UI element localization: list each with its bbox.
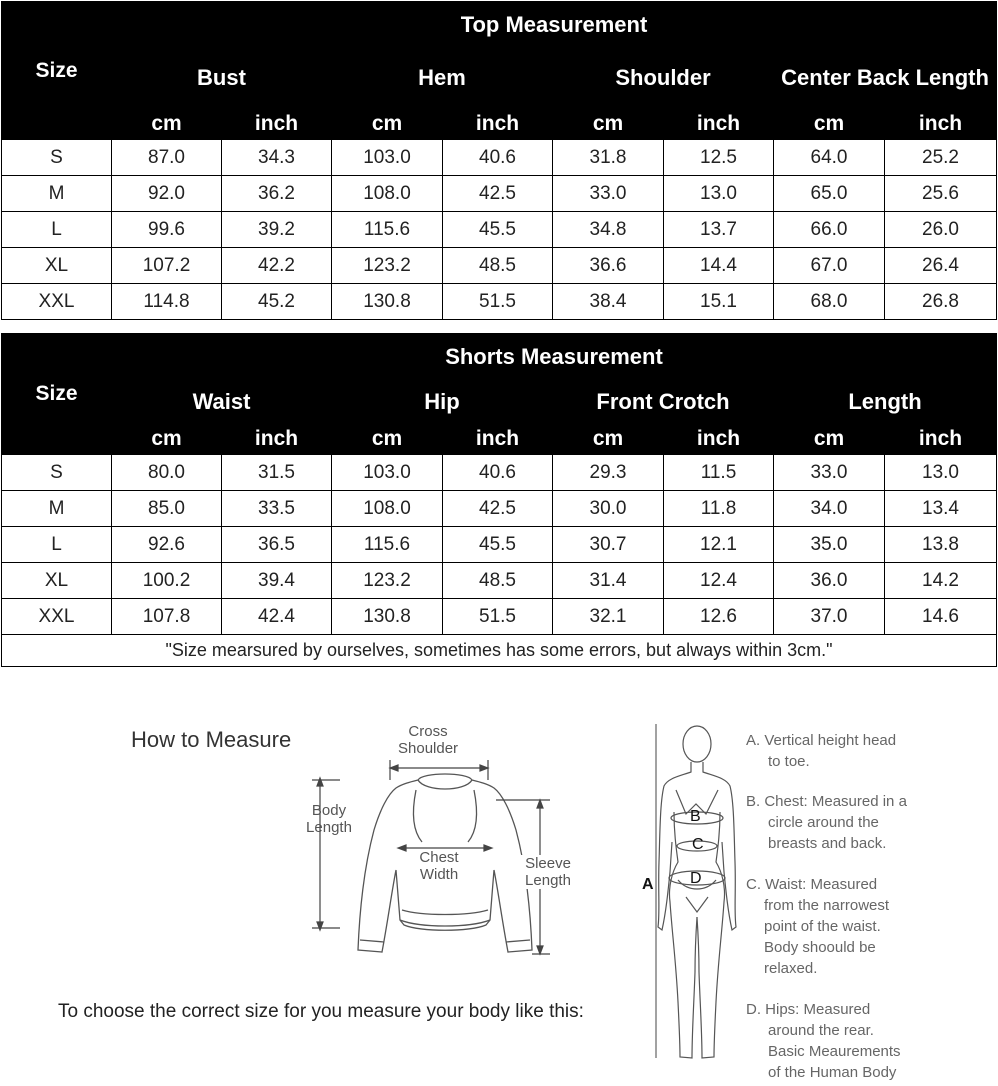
- value-cell: 48.5: [443, 248, 553, 284]
- figure-label-c: C: [692, 836, 704, 853]
- value-cell: 42.5: [443, 176, 553, 212]
- chest-width-label: Chest Width: [419, 849, 459, 883]
- table-row: [2, 284, 997, 320]
- value-cell: 12.5: [664, 140, 774, 176]
- table-row: [2, 176, 997, 212]
- value-cell: 42.4: [222, 599, 332, 635]
- value-cell: 12.4: [664, 563, 774, 599]
- size-cell: M: [2, 491, 112, 527]
- value-cell: 92.6: [112, 527, 222, 563]
- group-header-front-crotch: Front Crotch: [553, 380, 774, 424]
- value-cell: 14.2: [885, 563, 997, 599]
- unit-header: inch: [664, 109, 774, 140]
- value-cell: 45.2: [222, 284, 332, 320]
- value-cell: 108.0: [332, 491, 443, 527]
- value-cell: 12.6: [664, 599, 774, 635]
- value-cell: 25.2: [885, 140, 997, 176]
- value-cell: 67.0: [774, 248, 885, 284]
- value-cell: 103.0: [332, 455, 443, 491]
- group-header-hem: Hem: [332, 48, 553, 109]
- value-cell: 14.4: [664, 248, 774, 284]
- table-title: Shorts Measurement: [112, 334, 997, 380]
- shorts-measurement-table: [1, 333, 997, 667]
- value-cell: 51.5: [443, 599, 553, 635]
- top-measurement-table: [1, 1, 997, 320]
- value-cell: 15.1: [664, 284, 774, 320]
- value-cell: 29.3: [553, 455, 664, 491]
- unit-header: cm: [112, 424, 222, 455]
- value-cell: 115.6: [332, 212, 443, 248]
- unit-header: inch: [222, 109, 332, 140]
- group-header-length: Length: [774, 380, 997, 424]
- cross-shoulder-label: Cross Shoulder: [398, 723, 459, 757]
- value-cell: 33.5: [222, 491, 332, 527]
- value-cell: 36.5: [222, 527, 332, 563]
- group-header-center-back-length: Center Back Length: [774, 48, 997, 109]
- table-row: [2, 248, 997, 284]
- value-cell: 107.8: [112, 599, 222, 635]
- value-cell: 13.4: [885, 491, 997, 527]
- value-cell: 107.2: [112, 248, 222, 284]
- table-row: [2, 212, 997, 248]
- value-cell: 34.8: [553, 212, 664, 248]
- value-cell: 30.7: [553, 527, 664, 563]
- legend-a: A. Vertical height head to toe.: [746, 732, 897, 770]
- value-cell: 33.0: [553, 176, 664, 212]
- unit-header: cm: [774, 424, 885, 455]
- sleeve-length-label: Sleeve Length: [518, 855, 578, 889]
- value-cell: 13.8: [885, 527, 997, 563]
- value-cell: 38.4: [553, 284, 664, 320]
- value-cell: 85.0: [112, 491, 222, 527]
- group-header-waist: Waist: [112, 380, 332, 424]
- value-cell: 66.0: [774, 212, 885, 248]
- value-cell: 114.8: [112, 284, 222, 320]
- size-cell: XXL: [2, 599, 112, 635]
- value-cell: 92.0: [112, 176, 222, 212]
- size-header: Size: [2, 2, 112, 140]
- measurement-note: "Size mearsured by ourselves, sometimes has some errors, but always within 3cm.": [2, 635, 997, 667]
- table-row: [2, 140, 997, 176]
- table-row: [2, 491, 997, 527]
- size-cell: L: [2, 212, 112, 248]
- value-cell: 13.7: [664, 212, 774, 248]
- value-cell: 48.5: [443, 563, 553, 599]
- value-cell: 36.2: [222, 176, 332, 212]
- table-title: Top Measurement: [112, 2, 997, 48]
- value-cell: 65.0: [774, 176, 885, 212]
- value-cell: 42.5: [443, 491, 553, 527]
- table-row: [2, 455, 997, 491]
- value-cell: 30.0: [553, 491, 664, 527]
- value-cell: 26.4: [885, 248, 997, 284]
- table-row: [2, 599, 997, 635]
- value-cell: 31.8: [553, 140, 664, 176]
- unit-header: cm: [332, 424, 443, 455]
- unit-header: inch: [664, 424, 774, 455]
- value-cell: 99.6: [112, 212, 222, 248]
- value-cell: 36.6: [553, 248, 664, 284]
- unit-row: [2, 109, 997, 140]
- table-row: [2, 563, 997, 599]
- value-cell: 31.4: [553, 563, 664, 599]
- group-header-bust: Bust: [112, 48, 332, 109]
- size-cell: XL: [2, 248, 112, 284]
- value-cell: 45.5: [443, 527, 553, 563]
- value-cell: 36.0: [774, 563, 885, 599]
- value-cell: 64.0: [774, 140, 885, 176]
- value-cell: 123.2: [332, 248, 443, 284]
- value-cell: 11.5: [664, 455, 774, 491]
- value-cell: 130.8: [332, 284, 443, 320]
- value-cell: 80.0: [112, 455, 222, 491]
- size-cell: M: [2, 176, 112, 212]
- value-cell: 32.1: [553, 599, 664, 635]
- size-cell: L: [2, 527, 112, 563]
- unit-header: cm: [112, 109, 222, 140]
- value-cell: 34.3: [222, 140, 332, 176]
- value-cell: 103.0: [332, 140, 443, 176]
- value-cell: 31.5: [222, 455, 332, 491]
- value-cell: 37.0: [774, 599, 885, 635]
- size-cell: S: [2, 455, 112, 491]
- body-length-label: Body Length: [306, 802, 352, 836]
- unit-header: inch: [443, 109, 553, 140]
- value-cell: 45.5: [443, 212, 553, 248]
- value-cell: 39.2: [222, 212, 332, 248]
- group-header-hip: Hip: [332, 380, 553, 424]
- value-cell: 14.6: [885, 599, 997, 635]
- legend-d: D. Hips: Measured around the rear. Basic Meaurements of the Human Body: [746, 1001, 901, 1081]
- table-row: [2, 527, 997, 563]
- value-cell: 13.0: [664, 176, 774, 212]
- value-cell: 87.0: [112, 140, 222, 176]
- size-header: Size: [2, 334, 112, 455]
- sweater-diagram: [300, 720, 600, 970]
- legend-b: B. Chest: Measured in a circle around the breasts and back.: [746, 793, 907, 852]
- unit-header: inch: [443, 424, 553, 455]
- how-to-measure-title: How to Measure: [131, 727, 292, 752]
- value-cell: 51.5: [443, 284, 553, 320]
- unit-header: cm: [332, 109, 443, 140]
- value-cell: 100.2: [112, 563, 222, 599]
- legend-c: C. Waist: Measured from the narrowest point of the waist. Body shoould be relaxed.: [746, 876, 890, 977]
- value-cell: 39.4: [222, 563, 332, 599]
- figure-label-d: D: [690, 870, 702, 887]
- unit-header: inch: [222, 424, 332, 455]
- value-cell: 108.0: [332, 176, 443, 212]
- unit-header: cm: [774, 109, 885, 140]
- value-cell: 13.0: [885, 455, 997, 491]
- group-header-shoulder: Shoulder: [553, 48, 774, 109]
- value-cell: 40.6: [443, 140, 553, 176]
- unit-header: inch: [885, 424, 997, 455]
- unit-header: inch: [885, 109, 997, 140]
- value-cell: 35.0: [774, 527, 885, 563]
- value-cell: 33.0: [774, 455, 885, 491]
- value-cell: 42.2: [222, 248, 332, 284]
- value-cell: 25.6: [885, 176, 997, 212]
- value-cell: 115.6: [332, 527, 443, 563]
- unit-row: [2, 424, 997, 455]
- value-cell: 34.0: [774, 491, 885, 527]
- value-cell: 26.0: [885, 212, 997, 248]
- value-cell: 130.8: [332, 599, 443, 635]
- value-cell: 68.0: [774, 284, 885, 320]
- measure-instruction: To choose the correct size for you measure your body like this:: [58, 1001, 584, 1022]
- size-cell: XXL: [2, 284, 112, 320]
- value-cell: 12.1: [664, 527, 774, 563]
- figure-label-b: B: [690, 808, 701, 825]
- figure-label-a: A: [642, 876, 654, 893]
- unit-header: cm: [553, 424, 664, 455]
- body-figure-diagram: [640, 722, 740, 1067]
- size-cell: S: [2, 140, 112, 176]
- value-cell: 123.2: [332, 563, 443, 599]
- value-cell: 26.8: [885, 284, 997, 320]
- value-cell: 40.6: [443, 455, 553, 491]
- unit-header: cm: [553, 109, 664, 140]
- size-cell: XL: [2, 563, 112, 599]
- value-cell: 11.8: [664, 491, 774, 527]
